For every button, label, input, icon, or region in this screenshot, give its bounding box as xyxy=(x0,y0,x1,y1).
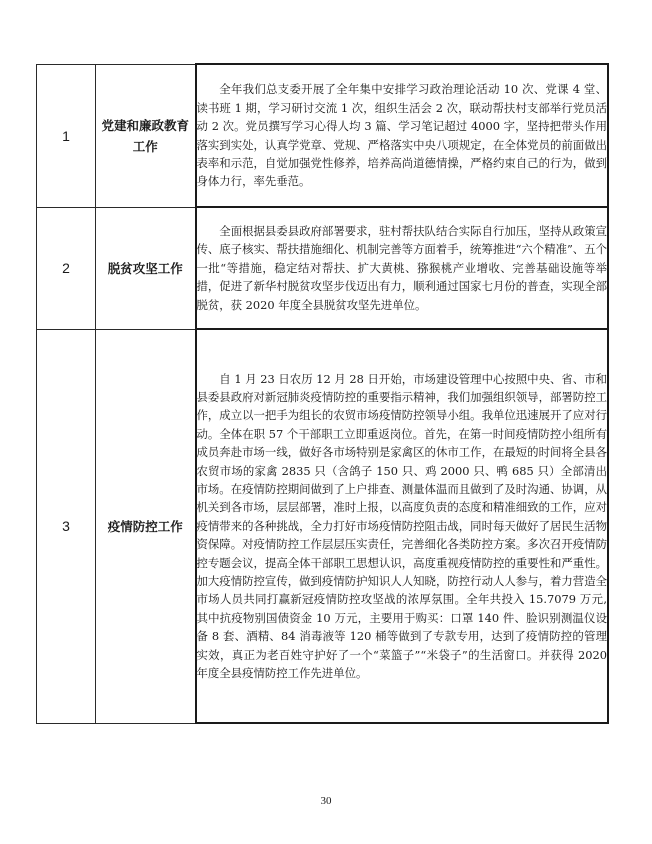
table-row xyxy=(37,207,609,329)
row-category: 疫情防控工作 xyxy=(96,329,196,723)
row-content: 自 1 月 23 日农历 12 月 28 日开始，市场建设管理中心按照中央、省、市和县委县政府对新冠肺炎疫情防控的重要指示精神，我们加强组织领导，部署防控工作，成立以一把手为组长的农贸市场疫情防控领导小组。我单位迅速展开了应对行动。全体在职 57 个干部职工立即重返岗位。首先，在第一时间疫情防控小组所有成员奔赴市场一线，做好各市场特别是家禽区的休市工作，在最短的时间将全县各农贸市场的家禽 2835 只（含鸽子 150 只、鸡 2000 只、鸭 685 只）全部清出市场。在疫情防控期间做到了上户排查、测量体温而且做到了及时沟通、协调，从机关到各市场，层层部署，准时上报，以高度负责的态度和精准细致的工作，应对疫情带来的各种挑战，全力打好市场疫情防控阻击战，同时每天做好了居民生活物资保障。对疫情防控工作层层压实责任，完善细化各类防控方案。多次召开疫情防控专题会议，提高全体干部职工思想认识，高度重视疫情防控的重要性和严重性。加大疫情防控宣传，做到疫情防护知识人人知晓，防控行动人人参与，着力营造全市场人员共同打赢新冠疫情防控攻坚战的浓厚氛围。全年共投入 15.7079 万元,其中抗疫物别国债资金 10 万元，主要用于购买：口罩 140 件、脸识别测温仪设备 8 套、酒精、84 消毒液等 120 桶等做到了专款专用，达到了疫情防控的管理实效，真正为老百姓守护好了一个“菜篮子”“米袋子”的生活窗口。并获得 2020 年度全县疫情防控工作先进单位。 xyxy=(196,371,607,681)
page-number: 30 xyxy=(320,795,332,807)
row-content-cell xyxy=(196,64,609,207)
row-content: 全年我们总支委开展了全年集中安排学习政治理论活动 10 次、党课 4 堂、读书班 1 期，学习研讨交流 1 次，组织生活会 2 次，联动帮扶村支部举行党员活动 2 次。党员撰写学习心得人均 3 篇、学习笔记超过 4000 字，坚持把带头作用落实到实处，认真学党章、党规、严格落实中央八项规定，在全体党员的前面做出表率和示范，自觉加强党性修养，培养高尚道德情操，严格约束自己的行为，做到身体力行，率先垂范。 xyxy=(196,82,607,189)
row-content: 全面根据县委县政府部署要求，驻村帮扶队结合实际自行加压，坚持从政策宣传、底子核实、帮扶措施细化、机制完善等方面着手，统筹推进“六个精准”、五个一批“等措施，稳定结对帮扶、扩大黄桃、猕猴桃产业增收、完善基础设施等举措，促进了新华村脱贫攻坚步伐迈出有力，顺利通过国家七月份的普查，实现全部脱贫，获 2020 年度全县脱贫攻坚先进单位。 xyxy=(196,223,607,312)
row-number: 1 xyxy=(37,64,96,207)
row-category: 党建和廉政教育工作 xyxy=(96,64,196,207)
row-category: 脱贫攻坚工作 xyxy=(96,207,196,329)
table-row xyxy=(37,329,609,723)
row-number: 3 xyxy=(37,329,96,723)
row-content-cell xyxy=(196,207,609,329)
work-summary-table xyxy=(36,63,609,724)
row-content-cell xyxy=(196,329,609,723)
table-row xyxy=(37,64,609,207)
row-number: 2 xyxy=(37,207,96,329)
